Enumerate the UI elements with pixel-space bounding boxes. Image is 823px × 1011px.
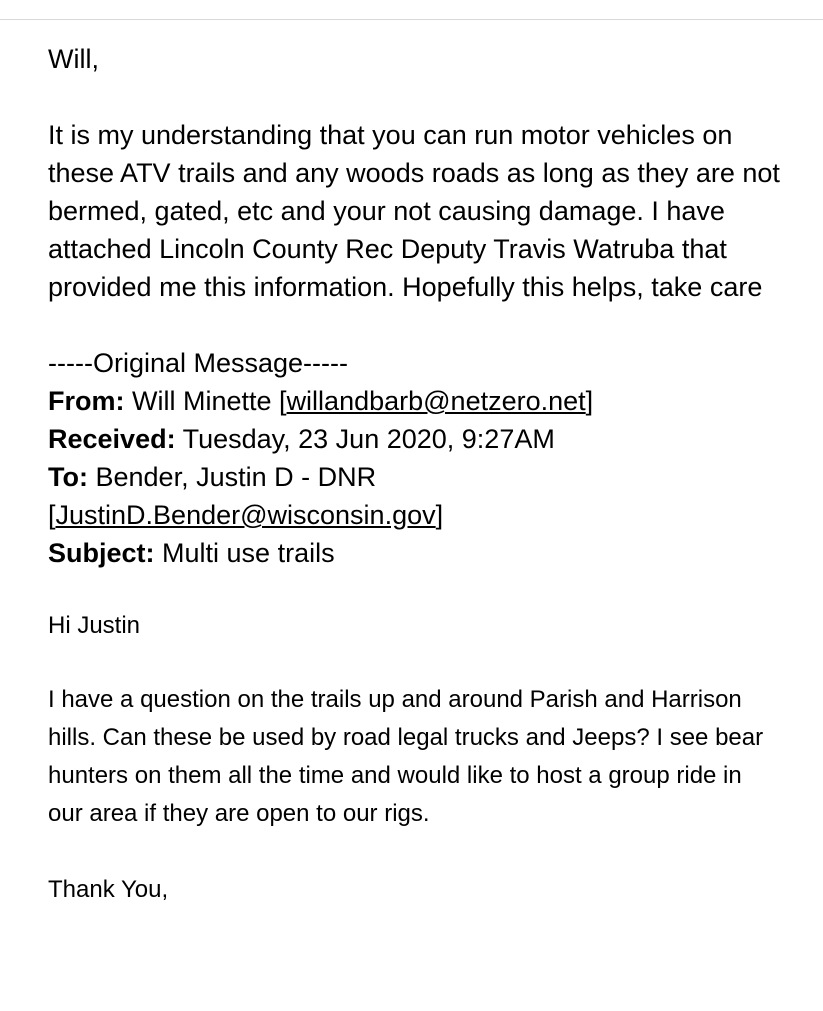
top-divider <box>0 19 823 20</box>
subject-label: Subject: <box>48 538 155 568</box>
original-closing: Thank You, <box>48 876 169 903</box>
from-email-link[interactable]: willandbarb@netzero.net <box>286 386 586 416</box>
original-separator: -----Original Message----- <box>48 348 349 378</box>
original-question: I have a question on the trails up and around Parish and Harrison hills. Can these be used by road legal trucks and Jeeps? I see bear hunters on them all the time and would like to host a group ride in our area if they are open to our rigs. <box>48 686 764 827</box>
from-label: From: <box>48 386 125 416</box>
to-name: Bender, Justin D - DNR <box>95 462 377 492</box>
subject-value: Multi use trails <box>162 538 335 568</box>
reply-text: It is my understanding that you can run motor vehicles on these ATV trails and any woods roads as long as they are not bermed, gated, etc and your not causing damage. I have attached Lincoln County Rec Deputy Travis Watruba that provided me this information. Hopefully this helps, take care <box>48 120 780 302</box>
to-email-link[interactable]: JustinD.Bender@wisconsin.gov <box>55 500 436 530</box>
to-email-row: [JustinD.Bender@wisconsin.gov] <box>48 500 444 530</box>
reply-greeting: Will, <box>48 44 99 74</box>
subject-row <box>48 534 818 572</box>
reply-message <box>48 40 818 306</box>
received-value: Tuesday, 23 Jun 2020, 9:27AM <box>182 424 555 454</box>
received-row <box>48 420 818 458</box>
to-label: To: <box>48 462 88 492</box>
original-message-header <box>48 344 818 572</box>
to-row <box>48 458 818 496</box>
received-label: Received: <box>48 424 176 454</box>
email-body <box>48 40 818 909</box>
from-name: Will Minette <box>132 386 272 416</box>
original-message-body <box>48 607 818 909</box>
from-row: From: Will Minette [willandbarb@netzero.net] <box>48 386 594 416</box>
original-salutation: Hi Justin <box>48 612 141 639</box>
